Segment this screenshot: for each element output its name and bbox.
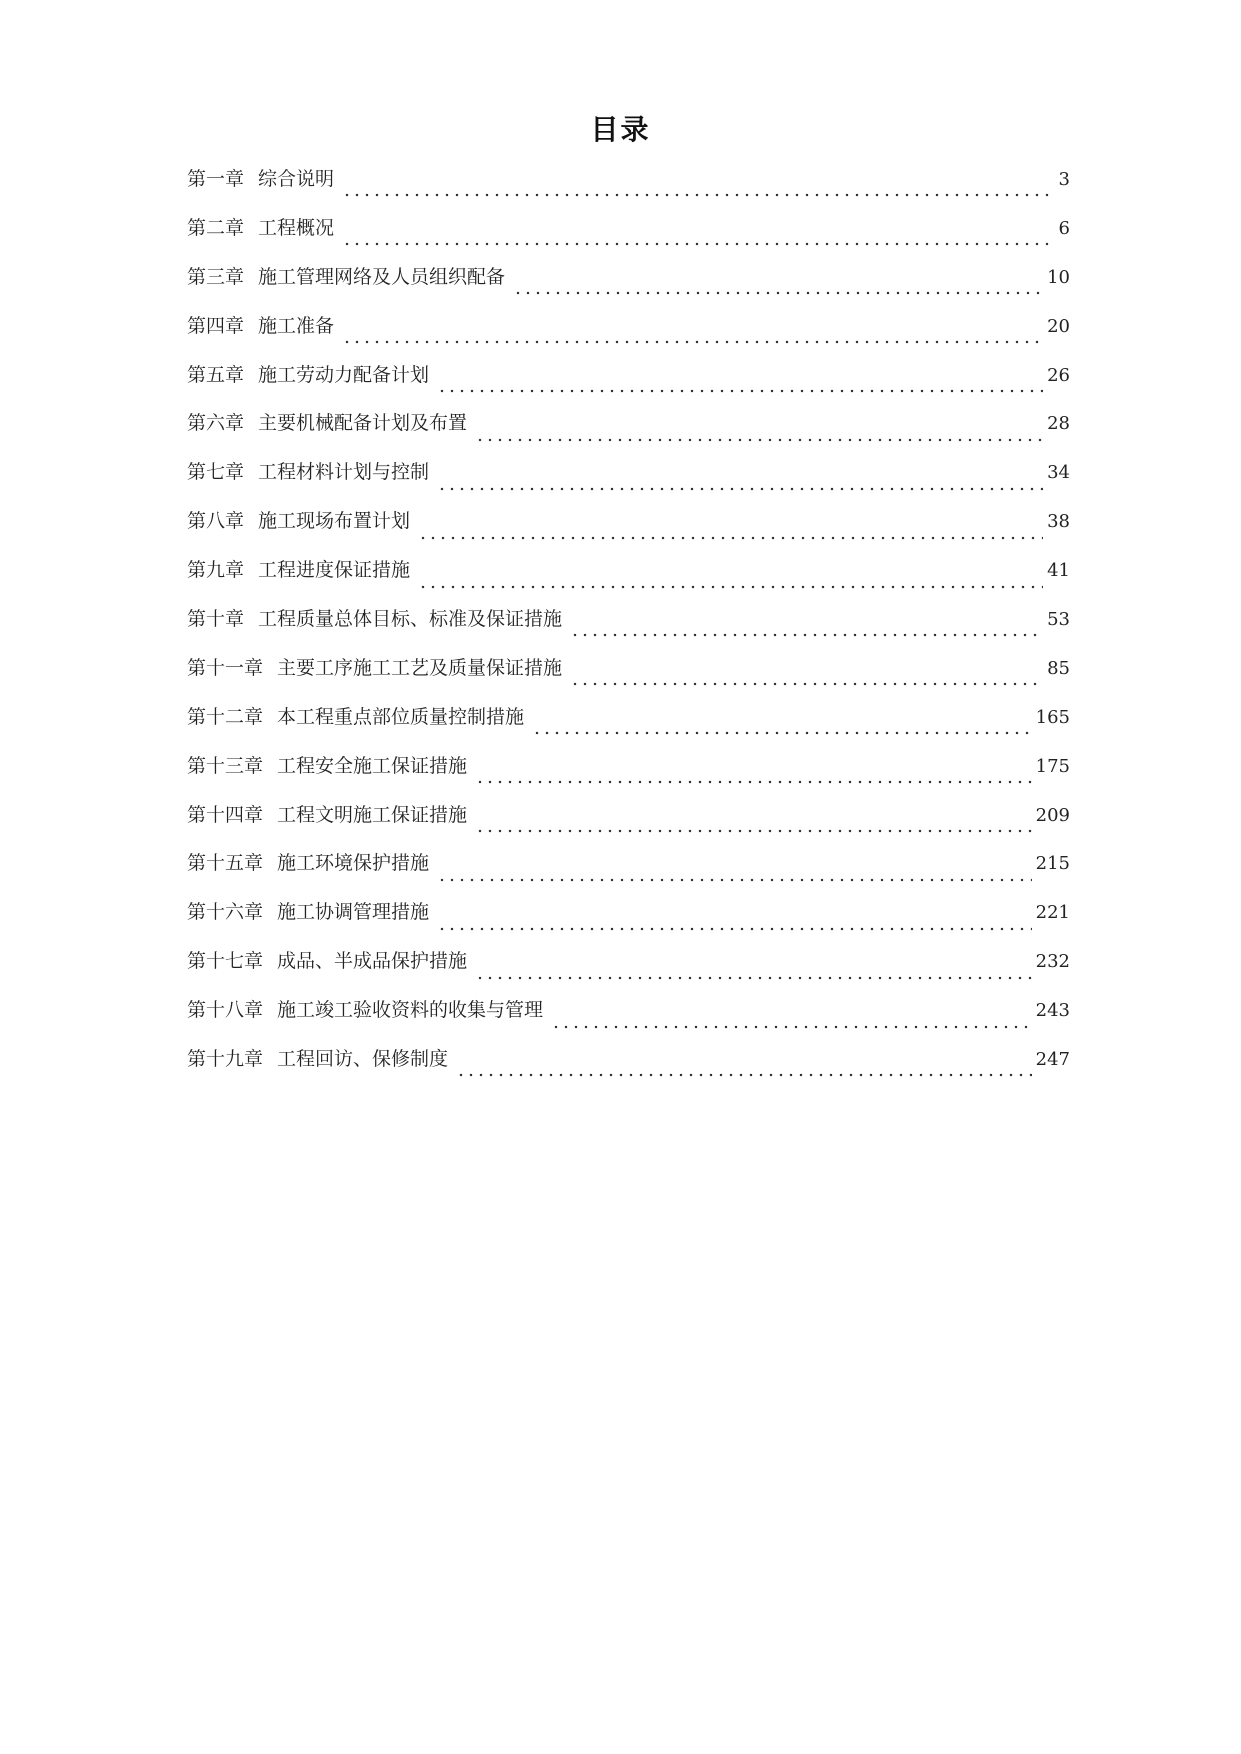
toc-chapter-number: 第十九章 [187, 1048, 264, 1071]
toc-page-number: 20 [1047, 315, 1070, 337]
dot-leader [456, 1073, 1032, 1077]
toc-entry[interactable] [187, 705, 1070, 754]
toc-entry[interactable] [187, 900, 1070, 949]
toc-chapter-title: 施工管理网络及人员组织配备 [258, 265, 506, 288]
toc-entry[interactable] [187, 607, 1070, 656]
dot-leader [570, 682, 1043, 686]
toc-chapter-number: 第十四章 [187, 803, 264, 826]
toc-entry[interactable] [187, 167, 1070, 216]
dot-leader [513, 291, 1043, 295]
toc-chapter-title: 本工程重点部位质量控制措施 [277, 705, 525, 728]
toc-page-number: 232 [1035, 951, 1070, 973]
toc-chapter-number: 第十六章 [187, 901, 264, 924]
toc-page-number: 175 [1035, 755, 1070, 777]
toc-page-number: 247 [1035, 1049, 1070, 1071]
toc-entry[interactable] [187, 509, 1070, 558]
toc-chapter-title: 施工劳动力配备计划 [258, 363, 430, 386]
dot-leader [475, 829, 1032, 833]
dot-leader [342, 193, 1055, 197]
toc-entry[interactable] [187, 558, 1070, 607]
toc-chapter-number: 第五章 [187, 363, 245, 386]
toc-chapter-title: 施工环境保护措施 [277, 852, 430, 875]
toc-chapter-number: 第四章 [187, 314, 245, 337]
dot-leader [532, 731, 1032, 735]
toc-chapter-title: 主要机械配备计划及布置 [258, 412, 468, 435]
toc-page-number: 85 [1047, 657, 1070, 679]
toc-chapter-number: 第一章 [187, 168, 245, 190]
dot-leader [475, 780, 1032, 784]
toc-chapter-title: 工程质量总体目标、标准及保证措施 [258, 608, 563, 631]
dot-leader [342, 242, 1055, 246]
toc-chapter-title: 施工现场布置计划 [258, 510, 411, 533]
toc-chapter-number: 第三章 [187, 265, 245, 288]
toc-page-number: 3 [1058, 169, 1070, 190]
toc-entry[interactable] [187, 363, 1070, 412]
toc-page-number: 10 [1047, 266, 1070, 288]
toc-chapter-title: 工程安全施工保证措施 [277, 754, 468, 777]
dot-leader [475, 438, 1043, 442]
toc-page-number: 26 [1047, 364, 1070, 386]
toc-entry[interactable] [187, 851, 1070, 900]
table-of-contents [187, 167, 1070, 1096]
dot-leader [437, 927, 1032, 931]
toc-entry[interactable] [187, 754, 1070, 803]
toc-chapter-title: 工程概况 [258, 216, 335, 239]
toc-chapter-title: 工程文明施工保证措施 [277, 803, 468, 826]
toc-page-number: 38 [1047, 511, 1070, 533]
dot-leader [437, 878, 1032, 882]
toc-chapter-number: 第七章 [187, 461, 245, 484]
toc-page-number: 243 [1035, 1000, 1070, 1022]
dot-leader [570, 633, 1043, 637]
toc-entry[interactable] [187, 265, 1070, 314]
toc-chapter-number: 第十二章 [187, 705, 264, 728]
toc-chapter-number: 第二章 [187, 216, 245, 239]
toc-chapter-title: 工程回访、保修制度 [277, 1048, 449, 1071]
page-title: 目录 [590, 113, 651, 146]
toc-chapter-title: 主要工序施工工艺及质量保证措施 [277, 656, 563, 679]
toc-entry[interactable] [187, 1047, 1070, 1096]
toc-chapter-number: 第十三章 [187, 754, 264, 777]
toc-entry[interactable] [187, 998, 1070, 1047]
toc-page-number: 6 [1058, 217, 1070, 239]
toc-page-number: 165 [1035, 706, 1070, 728]
toc-chapter-number: 第十一章 [187, 656, 264, 679]
toc-chapter-title: 工程进度保证措施 [258, 559, 411, 582]
toc-entry[interactable] [187, 411, 1070, 460]
dot-leader [437, 389, 1043, 393]
toc-chapter-number: 第十七章 [187, 950, 264, 973]
toc-chapter-number: 第八章 [187, 510, 245, 533]
toc-chapter-title: 综合说明 [258, 168, 335, 190]
toc-chapter-number: 第六章 [187, 412, 245, 435]
dot-leader [342, 340, 1043, 344]
toc-chapter-title: 施工竣工验收资料的收集与管理 [277, 999, 544, 1022]
toc-page-number: 209 [1035, 804, 1070, 826]
toc-page-number: 41 [1047, 560, 1070, 582]
dot-leader [551, 1025, 1032, 1029]
toc-page-number: 53 [1047, 609, 1070, 631]
toc-chapter-number: 第十章 [187, 608, 245, 631]
dot-leader [418, 585, 1043, 589]
toc-entry[interactable] [187, 949, 1070, 998]
toc-entry[interactable] [187, 216, 1070, 265]
toc-page-number: 34 [1047, 462, 1070, 484]
toc-page-number: 215 [1035, 853, 1070, 875]
toc-chapter-title: 施工准备 [258, 314, 335, 337]
dot-leader [418, 536, 1043, 540]
toc-entry[interactable] [187, 803, 1070, 852]
toc-chapter-number: 第十五章 [187, 852, 264, 875]
toc-chapter-title: 成品、半成品保护措施 [277, 950, 468, 973]
toc-chapter-title: 工程材料计划与控制 [258, 461, 430, 484]
toc-entry[interactable] [187, 460, 1070, 509]
toc-entry[interactable] [187, 656, 1070, 705]
dot-leader [437, 487, 1043, 491]
toc-page-number: 28 [1047, 413, 1070, 435]
toc-page-number: 221 [1035, 902, 1070, 924]
toc-chapter-number: 第九章 [187, 559, 245, 582]
toc-chapter-title: 施工协调管理措施 [277, 901, 430, 924]
dot-leader [475, 976, 1032, 980]
toc-chapter-number: 第十八章 [187, 999, 264, 1022]
toc-entry[interactable] [187, 314, 1070, 363]
